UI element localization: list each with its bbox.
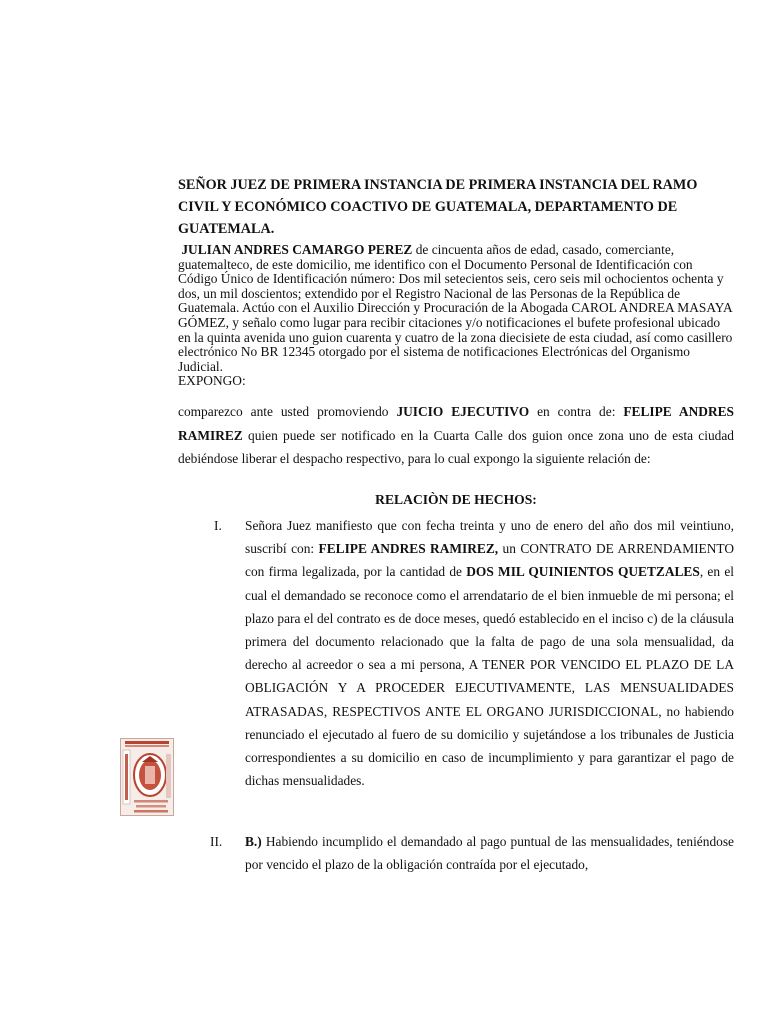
body-text-3: quien puede ser notificado en la Cuarta Calle dos guion once zona uno de esta ciudad debiéndose liberar el despacho respectivo, para lo cual expongo la siguiente relación de: [178,427,734,467]
plaintiff-name: JULIAN ANDRES CAMARGO PEREZ [181,242,413,257]
item-text: , en el cual el demandado se reconoce como el arrendatario de el bien inmueble de mi persona; el plazo para el del contrato es de doce meses, quedó establecido en el inciso c) de la cláusula primera del documento relacionado que la falta de pago de una sola mensualidad, da derecho al acreedor o sea a mi persona, A TENER POR VENCIDO EL PLAZO DE LA OBLIGACIÓN Y A PROCEDER EJECUTIVAMENTE, LAS MENSUALIDADES ATRASADAS, RESPECTIVOS ANTE EL ORGANO JURISDICCIONAL, no habiendo renunciado el ejecutado al fuero de su domicilio y sujetándose a los tribunales de Justicia correspondientes a su domicilio en caso de incumplimiento y para garantizar el pago de dichas mensualidades. [245,564,734,789]
body-paragraph [178,400,734,471]
item-bold-text: FELIPE ANDRES RAMIREZ, [318,541,499,557]
item-number: II. [210,834,223,849]
section-title: RELACIÒN DE HECHOS: [375,492,537,507]
list-item [245,514,734,792]
body-text-1: comparezco ante usted promoviendo [178,404,397,419]
defendant-name: FELIPE ANDRES RAMIREZ [178,404,734,443]
list-item [245,830,734,876]
forensic-stamp-seal [120,738,174,816]
intro-paragraph [178,243,734,389]
item-text: Señora Juez manifiesto que con fecha treinta y uno de enero del año dos mil veintiuno, suscribí con: [245,518,734,557]
item-text: un CONTRATO DE ARRENDAMIENTO con firma legalizada, por la cantidad de [245,541,735,580]
document-heading: SEÑOR JUEZ DE PRIMERA INSTANCIA DE PRIMERA INSTANCIA DEL RAMO CIVIL Y ECONÓMICO COACTIVO DE GUATEMALA, DEPARTAMENTO DE GUATEMALA. [178,177,698,237]
juicio-ejecutivo-label: JUICIO EJECUTIVO [396,404,530,419]
expongo-label: EXPONGO: [178,373,246,389]
body-text-2: en contra de: [529,404,624,419]
item-text: Habiendo incumplido el demandado al pago puntual de las mensualidades, teniéndose por vencido el plazo de la obligación contraída por el ejecutado, [245,834,734,873]
intro-text: de cincuenta años de edad, casado, comerciante, guatemalteco, de este domicilio, me identifico con el Documento Personal de Identificación con Código Único de Identificación número: Dos mil setecientos seis, cero seis mil ochocientos ochenta y dos, un mil doscientos; extendido por el Registro Nacional de las Personas de la República de Guatemala. Actúo con el Auxilio Dirección y Procuración de la Abogada CAROL ANDREA MASAYA GÓMEZ, y señalo como lugar para recibir citaciones y/o notificaciones el bufete profesional ubicado en la quinta avenida uno guion cuarenta y cuatro de la zona diecisiete de esta ciudad, así como casillero electrónico No BR 12345 otorgado por el sistema de notificaciones Electrónicas del Organismo Judicial. [178,242,733,374]
item-number: I. [214,518,222,533]
item-bold-text: B.) [245,834,262,849]
item-bold-text: DOS MIL QUINIENTOS QUETZALES [466,564,700,580]
